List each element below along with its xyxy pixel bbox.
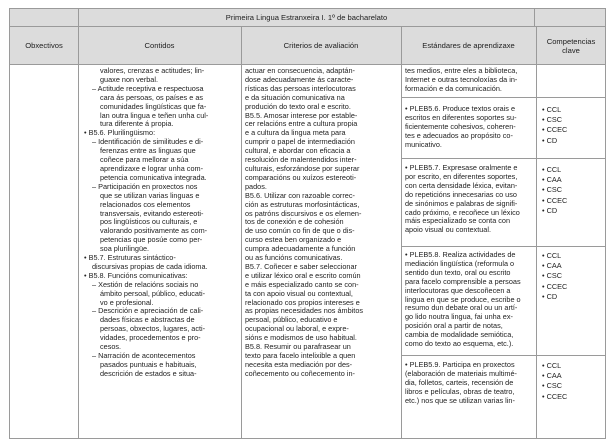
criteria-line: resolución de malentendidos inter- bbox=[245, 155, 357, 165]
contents-line: coñece para mellorar a súa bbox=[100, 155, 189, 165]
header-competences-line1: Competencias bbox=[546, 36, 596, 46]
criteria-line: e a cultura da lingua meta para bbox=[245, 128, 346, 138]
standard-cell bbox=[405, 251, 533, 354]
competence-item: • CCEC bbox=[542, 125, 568, 135]
row-separator bbox=[401, 355, 606, 356]
standard-line: resumo dun debate oral ou un artí- bbox=[405, 303, 518, 313]
standard-line: escritos en diferentes soportes su- bbox=[405, 112, 517, 122]
contents-line: comunidades lingüísticas que fa- bbox=[100, 101, 207, 111]
contents-line: – Identificación de similitudes e di- bbox=[92, 137, 204, 147]
contents-line: descrición de estados e situa- bbox=[100, 368, 197, 378]
standard-line: • PLEB5.8. Realiza actividades de bbox=[405, 251, 516, 259]
standard-line: ficientemente cohesivos, coheren- bbox=[405, 121, 516, 131]
contents-line: tura diferente á propia. bbox=[100, 119, 174, 129]
column-header-row bbox=[10, 27, 605, 65]
contents-line: – Xestión de relacións sociais no bbox=[92, 279, 199, 289]
contents-line: aprendizaxe e lograr unha com- bbox=[100, 163, 204, 173]
header-divider bbox=[401, 27, 402, 64]
standard-line: cado próximo, e recoñece un léxico bbox=[405, 207, 520, 217]
standard-line: municativo. bbox=[405, 139, 442, 149]
criteria-line: os patróns discursivos e os elemen- bbox=[245, 208, 362, 218]
standard-line: para facelo comprensible a persoas bbox=[405, 276, 521, 286]
header-divider bbox=[241, 27, 242, 64]
standard-cell bbox=[405, 67, 533, 97]
competence-item: • CCL bbox=[542, 361, 562, 370]
contents-line: transversais, evitando estereoti- bbox=[100, 208, 204, 218]
competence-item: • CAA bbox=[542, 371, 562, 381]
contents-line: que se utilizan varias linguas e bbox=[100, 190, 200, 200]
contents-line: – Participación en proxectos nos bbox=[92, 181, 198, 191]
standard-line: etc.) nos que se utilizan varias lin- bbox=[405, 395, 515, 405]
contents-line: – Descrición e apreciación de cali- bbox=[92, 306, 204, 316]
contents-cell bbox=[82, 65, 238, 438]
standard-line: cambia de modalidade semiótica, bbox=[405, 330, 514, 340]
criteria-line: cumpra adecuadamente a función bbox=[245, 244, 356, 254]
criteria-cell bbox=[245, 65, 398, 438]
criteria-line: e da situación comunicativa na bbox=[245, 92, 345, 102]
competence-item: • CCEC bbox=[542, 391, 568, 401]
criteria-line: ou as funcións comunicativas. bbox=[245, 253, 343, 263]
competence-item: • CCEC bbox=[542, 195, 568, 205]
header-contents: Contidos bbox=[144, 41, 175, 50]
header-divider bbox=[78, 27, 79, 64]
header-standards: Estándares de aprendizaxe bbox=[422, 41, 515, 50]
criteria-line: e máis especializado canto se con- bbox=[245, 279, 359, 289]
standard-line: Internet e outras tecnoloxías da in- bbox=[405, 74, 518, 84]
criteria-line: cer relacións entre a cultura propia bbox=[245, 119, 358, 129]
criteria-line: pados. bbox=[245, 181, 267, 191]
row-separator bbox=[401, 246, 606, 247]
contents-line: ámbito persoal, público, educati- bbox=[100, 288, 206, 298]
competences-cell bbox=[542, 165, 567, 216]
contents-line: cara ás persoas, os países e as bbox=[100, 92, 204, 102]
standard-line: posición oral a partir de notas, bbox=[405, 321, 503, 331]
criteria-line: B5.5. Amosar interese por estable- bbox=[245, 110, 358, 120]
contents-line: relacionados cos elementos bbox=[100, 199, 191, 209]
standard-line: interlocutoras que descoñecen a bbox=[405, 285, 511, 295]
standard-cell bbox=[405, 361, 533, 439]
criteria-line: sións e modismos de uso habitual. bbox=[245, 333, 357, 343]
contents-line: lan outra lingua e teñen unha cul- bbox=[100, 110, 209, 120]
standard-line: • PLEB5.9. Participa en proxectos bbox=[405, 361, 515, 369]
competence-item: • CD bbox=[542, 135, 558, 145]
criteria-line: coñecemento ou coñecemento in- bbox=[245, 368, 355, 378]
criteria-line: cumprir o papel de intermediación bbox=[245, 137, 355, 147]
standard-line: por escrito, en diferentes soportes, bbox=[405, 171, 518, 181]
contents-line: vidades, procedementos e pro- bbox=[100, 333, 201, 343]
competence-item: • CD bbox=[542, 205, 558, 215]
contents-line: valorando positivamente as com- bbox=[100, 226, 208, 236]
contents-line: – Actitude receptiva e respectuosa bbox=[92, 83, 204, 93]
criteria-line: necesita esta mediación por des- bbox=[245, 359, 353, 369]
competences-cell bbox=[542, 105, 567, 146]
contents-line: vo e profesional. bbox=[100, 297, 154, 307]
criteria-line: texto para facelo intelixible a quen bbox=[245, 351, 356, 360]
contents-line: discursivas propias de cada idioma. bbox=[92, 261, 208, 271]
title-row-left-cell bbox=[10, 9, 79, 26]
header-objectives: Obxectivos bbox=[25, 41, 63, 50]
contents-line: • B5.6. Plurilingüismo: bbox=[84, 128, 156, 138]
criteria-line: persoal, público, educativo e bbox=[245, 315, 338, 325]
standard-line: máis especializado se conta con bbox=[405, 216, 511, 226]
standard-line: con certa densidade léxica, evitan- bbox=[405, 180, 518, 190]
header-criteria: Criterios de avaliación bbox=[283, 41, 359, 50]
competence-item: • CSC bbox=[542, 185, 562, 195]
criteria-line: curso estea ben organizado e bbox=[245, 235, 342, 245]
standard-line: • PLEB5.6. Produce textos orais e bbox=[405, 105, 516, 113]
standard-cell bbox=[405, 105, 533, 157]
criteria-line: B5.7. Coñecer e saber seleccionar bbox=[245, 261, 357, 271]
criteria-line: cultural, e abordar con eficacia a bbox=[245, 146, 351, 156]
contents-line: dades físicas e abstractas de bbox=[100, 315, 195, 325]
standard-line: go lido noutra lingua, fai unha ex- bbox=[405, 312, 513, 322]
competence-item: • CCL bbox=[542, 251, 562, 260]
table-title-row bbox=[10, 9, 605, 27]
contents-line: soa plurilingüe. bbox=[100, 244, 150, 254]
criteria-line: ción as estruturas morfosintácticas, bbox=[245, 199, 360, 209]
header-competences bbox=[536, 27, 606, 64]
competence-item: • CSC bbox=[542, 381, 562, 391]
criteria-line: ocupacional ou laboral, e expre- bbox=[245, 324, 349, 334]
standard-line: sentido dun texto, oral ou escrito bbox=[405, 267, 511, 277]
competences-cell bbox=[542, 361, 567, 402]
criteria-line: as propias necesidades nos ámbitos bbox=[245, 306, 364, 316]
competence-item: • CCL bbox=[542, 165, 562, 174]
row-separator bbox=[401, 158, 606, 159]
contents-line: – Narración de acontecementos bbox=[92, 351, 196, 360]
competence-item: • CAA bbox=[542, 175, 562, 185]
criteria-line: actuar en consecuencia, adaptán- bbox=[245, 66, 355, 75]
criteria-line: culturais, esforzándose por superar bbox=[245, 163, 360, 173]
criteria-line: rísticas das persoas interlocutoras bbox=[245, 83, 356, 93]
criteria-line: dose adecuadamente ás caracte- bbox=[245, 74, 354, 84]
column-divider bbox=[241, 65, 242, 438]
standard-line: • PLEB5.7. Expresase oralmente e bbox=[405, 164, 518, 172]
row-separator bbox=[401, 97, 606, 98]
standard-line: dia, folletos, carteis, recensión de bbox=[405, 377, 514, 387]
criteria-line: de uso común co fin de que o dis- bbox=[245, 226, 355, 236]
column-divider bbox=[78, 65, 79, 438]
standard-line: (elaboración de materiais multimé- bbox=[405, 368, 517, 378]
standard-line: apoio visual ou contextual. bbox=[405, 225, 491, 235]
table-title: Primeira Lingua Estranxeira I. 1º de bacharelato bbox=[225, 13, 388, 22]
standard-line: tes medios, entre eles a biblioteca, bbox=[405, 67, 518, 75]
contents-line: guaxe non verbal. bbox=[100, 74, 159, 84]
table-body bbox=[10, 65, 605, 438]
contents-line: ferenzas entre as linguas que bbox=[100, 146, 196, 156]
contents-line: • B5.8. Funcións comunicativas: bbox=[84, 270, 188, 280]
competence-item: • CSC bbox=[542, 271, 562, 281]
header-divider bbox=[536, 27, 537, 64]
column-divider bbox=[536, 65, 537, 438]
contents-line: valores, crenzas e actitudes; lin- bbox=[100, 66, 205, 75]
competences-cell bbox=[542, 251, 567, 302]
standard-line: lingua en que se produce, escribe o bbox=[405, 294, 521, 304]
competence-item: • CSC bbox=[542, 115, 562, 125]
contents-line: • B5.7. Estruturas sintáctico- bbox=[84, 253, 176, 263]
criteria-line: B5.8. Resumir ou parafrasear un bbox=[245, 342, 351, 352]
title-row-right-cell bbox=[534, 9, 605, 26]
contents-line: persoas, obxectos, lugares, acti- bbox=[100, 324, 206, 334]
criteria-line: tos de conexión e de cohesión bbox=[245, 217, 344, 227]
standard-line: libros e películas, obras de teatro, bbox=[405, 386, 515, 396]
criteria-line: relacionado cos propios intereses e bbox=[245, 297, 360, 307]
contents-line: petencias que posúe como per- bbox=[100, 235, 203, 245]
criteria-line: e utilizar léxico oral e escrito común bbox=[245, 270, 361, 280]
criteria-line: ta con apoio visual ou contextual, bbox=[245, 288, 353, 298]
standard-line: mediación lingüística (reformula o bbox=[405, 258, 515, 268]
competence-item: • CD bbox=[542, 291, 558, 301]
competence-item: • CCEC bbox=[542, 281, 568, 291]
standard-line: formación e da comunicación. bbox=[405, 83, 502, 93]
competence-item: • CAA bbox=[542, 261, 562, 271]
standard-line: de sinónimos e palabras de signifi- bbox=[405, 198, 518, 208]
header-competences-line2: clave bbox=[562, 45, 580, 55]
criteria-line: produción do texto oral e escrito. bbox=[245, 101, 351, 111]
standard-line: tes e adecuados ao propósito co- bbox=[405, 130, 513, 140]
contents-line: pos lingüísticos ou culturais, e bbox=[100, 217, 198, 227]
column-divider bbox=[401, 65, 402, 438]
standard-line: como do texto ao esquema, etc.). bbox=[405, 339, 514, 349]
competence-item: • CCL bbox=[542, 105, 562, 114]
contents-line: cesos. bbox=[100, 342, 122, 352]
criteria-line: B5.6. Utilizar con razoable correc- bbox=[245, 190, 355, 200]
contents-line: petencia comunicativa integrada. bbox=[100, 172, 207, 182]
curriculum-table bbox=[9, 8, 606, 439]
standard-cell bbox=[405, 164, 533, 245]
standard-line: do repeticións innecesarias co uso bbox=[405, 189, 517, 199]
contents-line: pasados puntuais e habituais, bbox=[100, 359, 197, 369]
criteria-line: comparacións ou xuízos estereoti- bbox=[245, 172, 357, 182]
objectives-cell bbox=[10, 65, 78, 438]
